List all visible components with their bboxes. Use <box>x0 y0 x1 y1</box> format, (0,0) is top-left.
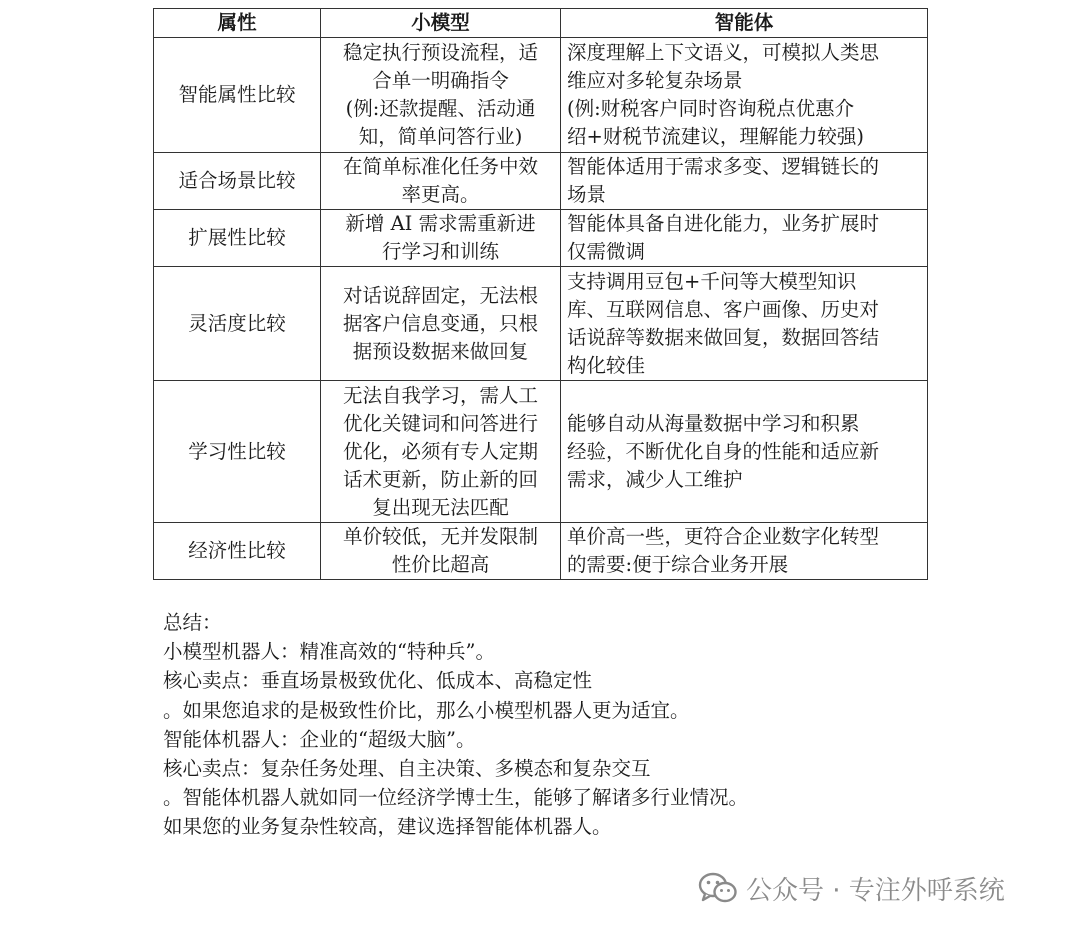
row-attribute: 经济性比较 <box>154 523 321 580</box>
cell-line: 性价比超高 <box>391 553 490 576</box>
cell-line: 优化，必须有专人定期 <box>342 439 538 463</box>
cell-line: 稳定执行预设流程，适 <box>342 41 538 64</box>
row-attribute: 适合场景比较 <box>154 153 321 210</box>
table-row <box>154 523 928 580</box>
row-agent-cell <box>561 523 928 580</box>
cell-line: 单价较低，无并发限制 <box>342 525 538 548</box>
table-header-row <box>154 9 928 38</box>
summary-section <box>163 608 748 842</box>
table-row <box>154 267 928 381</box>
cell-line: (例:还款提醒、活动通 <box>345 97 536 120</box>
table-row <box>154 210 928 267</box>
cell-line: 行学习和训练 <box>381 240 499 263</box>
cell-line: 智能体具备自进化能力，业务扩展时 <box>567 212 880 235</box>
table-row <box>154 153 928 210</box>
summary-line: 。如果您追求的是极致性价比，那么小模型机器人更为适宜。 <box>163 698 690 722</box>
watermark-text: 公众号 · 专注外呼系统 <box>746 875 1005 906</box>
row-agent-cell <box>561 38 928 153</box>
cell-line: 新增 AI 需求需重新进 <box>345 212 536 235</box>
cell-line: (例:财税客户同时咨询税点优惠介 <box>567 97 855 120</box>
watermark <box>698 868 1005 908</box>
cell-line: 经验，不断优化自身的性能和适应新 <box>567 439 880 463</box>
row-small-model-cell <box>321 210 561 267</box>
summary-line: 如果您的业务复杂性较高，建议选择智能体机器人。 <box>163 815 612 839</box>
row-small-model-cell <box>321 267 561 381</box>
row-attribute: 学习性比较 <box>154 381 321 523</box>
comparison-table <box>153 8 928 580</box>
cell-line: 无法自我学习，需人工 <box>342 383 538 407</box>
cell-line: 话说辞等数据来做回复，数据回答结 <box>567 325 880 349</box>
cell-line: 场景 <box>567 183 607 206</box>
cell-line: 复出现无法匹配 <box>372 495 509 519</box>
table-row <box>154 381 928 523</box>
cell-line: 深度理解上下文语义，可模拟人类思 <box>567 41 880 64</box>
cell-line: 维应对多轮复杂场景 <box>567 69 743 92</box>
summary-heading: 总结： <box>163 611 222 634</box>
row-small-model-cell <box>321 38 561 153</box>
cell-line: 话术更新，防止新的回 <box>342 467 538 491</box>
row-small-model-cell <box>321 523 561 580</box>
cell-line: 合单一明确指令 <box>372 69 509 92</box>
cell-line: 对话说辞固定，无法根 <box>342 283 538 307</box>
row-attribute: 扩展性比较 <box>154 210 321 267</box>
cell-line: 构化较佳 <box>567 353 646 377</box>
row-agent-cell <box>561 267 928 381</box>
header-small-model: 小模型 <box>321 9 561 38</box>
cell-line: 的需要:便于综合业务开展 <box>567 553 789 576</box>
cell-line: 需求，减少人工维护 <box>567 467 743 491</box>
cell-line: 库、互联网信息、客户画像、历史对 <box>567 297 880 321</box>
header-attribute: 属性 <box>154 9 321 38</box>
cell-line: 支持调用豆包+千问等大模型知识 <box>567 269 857 293</box>
cell-line: 绍+财税节流建议，理解能力较强) <box>567 125 864 148</box>
cell-line: 据客户信息变通，只根 <box>342 311 538 335</box>
cell-line: 在简单标准化任务中效 <box>342 155 538 178</box>
row-small-model-cell <box>321 153 561 210</box>
cell-line: 知，简单问答行业) <box>358 125 523 148</box>
row-attribute: 灵活度比较 <box>154 267 321 381</box>
cell-line: 能够自动从海量数据中学习和积累 <box>567 411 860 435</box>
row-small-model-cell <box>321 381 561 523</box>
summary-line: 。智能体机器人就如同一位经济学博士生，能够了解诸多行业情况。 <box>163 786 749 810</box>
header-agent: 智能体 <box>561 9 928 38</box>
cell-line: 优化关键词和问答进行 <box>342 411 538 435</box>
cell-line: 仅需微调 <box>567 240 646 263</box>
row-agent-cell <box>561 210 928 267</box>
cell-line: 据预设数据来做回复 <box>352 339 529 363</box>
summary-line: 智能体机器人：企业的“超级大脑”。 <box>163 727 476 751</box>
cell-line: 单价高一些，更符合企业数字化转型 <box>567 525 880 548</box>
row-agent-cell <box>561 381 928 523</box>
cell-line: 智能体适用于需求多变、逻辑链长的 <box>567 155 880 178</box>
cell-line: 率更高。 <box>401 183 480 206</box>
summary-line: 核心卖点：复杂任务处理、自主决策、多模态和复杂交互 <box>163 757 651 781</box>
summary-line: 核心卖点：垂直场景极致优化、低成本、高稳定性 <box>163 669 593 693</box>
table-row <box>154 38 928 153</box>
row-agent-cell <box>561 153 928 210</box>
wechat-icon <box>698 871 738 905</box>
summary-line: 小模型机器人：精准高效的“特种兵”。 <box>163 640 495 664</box>
row-attribute: 智能属性比较 <box>154 38 321 153</box>
